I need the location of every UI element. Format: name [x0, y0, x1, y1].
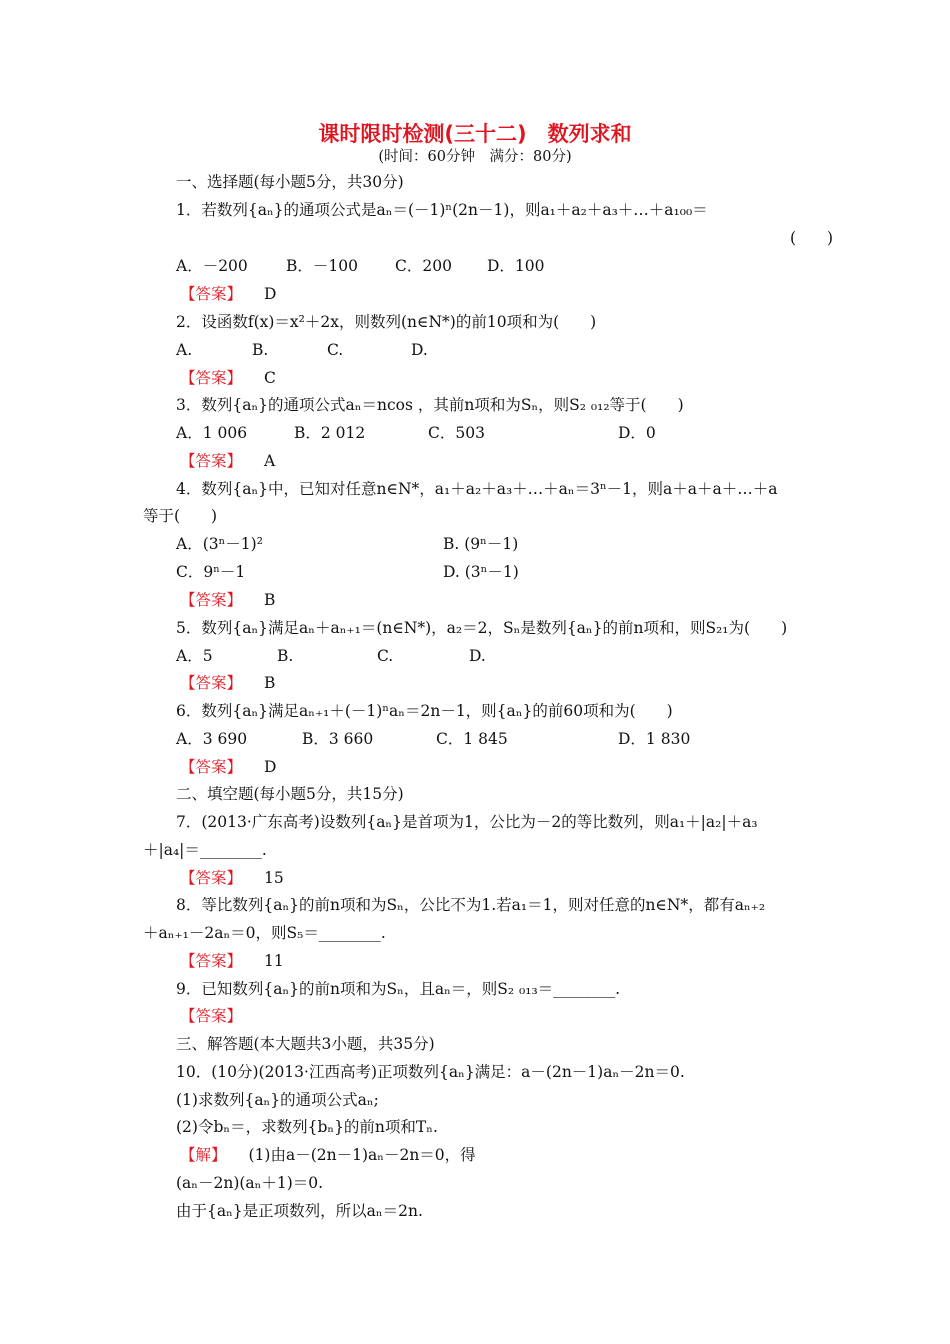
page-subtitle: (时间：60分钟 满分：80分) [378, 149, 572, 165]
question-stem: 5．数列{aₙ}满足aₙ＋aₙ₊₁＝(n∈N*)，a₂＝2，Sₙ是数列{aₙ}的前n项和，则S₂₁为( ) [176, 619, 788, 637]
answer-line [180, 451, 275, 471]
answer-value: B [264, 674, 276, 692]
section-heading: 一、选择题(每小题5分，共30分) [176, 173, 404, 191]
question-stem-continued: 等于( ) [143, 507, 218, 525]
answer-line [180, 590, 275, 610]
choice: B．3 660 [302, 730, 374, 748]
sub-question: (2)令bₙ＝，求数列{bₙ}的前n项和Tₙ. [176, 1118, 438, 1136]
answer-tag: 【答案】 [180, 869, 243, 887]
answer-line [180, 868, 284, 888]
question-stem-continued: ＋aₙ₊₁－2aₙ＝0，则S₅＝________. [143, 924, 386, 942]
choice: B．2 012 [294, 424, 366, 442]
answer-tag: 【答案】 [180, 369, 243, 387]
choice: A．(3ⁿ－1)² [176, 535, 263, 553]
answer-value: D [264, 758, 277, 776]
choice: D．0 [618, 424, 656, 442]
answer-tag: 【答案】 [180, 452, 243, 470]
choice: D. [469, 647, 486, 665]
solution-line: 由于{aₙ}是正项数列，所以aₙ＝2n. [176, 1202, 423, 1220]
page-title: 课时限时检测(三十二) 数列求和 [318, 122, 632, 146]
answer-value: 15 [264, 869, 284, 887]
question-stem: 6．数列{aₙ}满足aₙ₊₁＋(－1)ⁿaₙ＝2n－1，则{aₙ}的前60项和为( ) [176, 702, 673, 720]
answer-line [180, 951, 284, 971]
question-stem: 7．(2013·广东高考)设数列{aₙ}是首项为1，公比为－2的等比数列，则a₁＋|a₂|＋a₃ [176, 813, 758, 831]
answer-tag: 【答案】 [180, 952, 243, 970]
question-stem: 3．数列{aₙ}的通项公式aₙ＝ncos ，其前n项和为Sₙ，则S₂ ₀₁₂等于( ) [176, 396, 684, 414]
question-stem-continued: ＋|a₄|＝________. [143, 841, 267, 859]
solution-tag: 【解】 [180, 1146, 227, 1164]
choice: B. (9ⁿ－1) [443, 535, 519, 553]
choice: C．9ⁿ－1 [176, 563, 246, 581]
answer-value: 11 [264, 952, 284, 970]
choice: C．1 845 [436, 730, 508, 748]
choice: D．1 830 [618, 730, 691, 748]
answer-line [180, 1006, 264, 1026]
question-stem: 1．若数列{aₙ}的通项公式是aₙ＝(－1)ⁿ(2n－1)，则a₁＋a₂＋a₃＋…＋a₁₀₀＝ [176, 201, 708, 219]
choice: D. (3ⁿ－1) [443, 563, 519, 581]
answer-value: B [264, 591, 276, 609]
question-stem: 10．(10分)(2013·江西高考)正项数列{aₙ}满足：a－(2n－1)aₙ－2n＝0. [176, 1063, 685, 1081]
choice: A．3 690 [176, 730, 248, 748]
answer-tag: 【答案】 [180, 285, 243, 303]
choice: D．100 [487, 257, 545, 275]
answer-tag: 【答案】 [180, 674, 243, 692]
choice: B. [277, 647, 294, 665]
answer-line [180, 673, 275, 693]
question-stem: 9．已知数列{aₙ}的前n项和为Sₙ，且aₙ＝，则S₂ ₀₁₃＝________. [176, 980, 621, 998]
choice: C. [327, 341, 344, 359]
answer-line [180, 284, 276, 304]
choice: A．1 006 [176, 424, 248, 442]
solution-line: (aₙ－2n)(aₙ＋1)＝0. [176, 1174, 324, 1192]
sub-question: (1)求数列{aₙ}的通项公式aₙ; [176, 1091, 379, 1109]
question-stem: 4．数列{aₙ}中，已知对任意n∈N*，a₁＋a₂＋a₃＋…＋aₙ＝3ⁿ－1，则a＋a＋a＋…＋a [176, 480, 778, 498]
choice: B．－100 [286, 257, 358, 275]
choice: C. [377, 647, 394, 665]
answer-value: D [264, 285, 277, 303]
question-stem: 8．等比数列{aₙ}的前n项和为Sₙ，公比不为1.若a₁＝1，则对任意的n∈N*，都有aₙ₊₂ [176, 896, 766, 914]
answer-tag: 【答案】 [180, 758, 243, 776]
answer-paren: ( ) [790, 229, 834, 247]
section-heading: 三、解答题(本大题共3小题，共35分) [176, 1035, 435, 1053]
answer-line [180, 757, 276, 777]
choice: A．5 [176, 647, 213, 665]
solution-line [180, 1145, 476, 1165]
choice: B. [252, 341, 269, 359]
answer-tag: 【答案】 [180, 591, 243, 609]
choice: A. [176, 341, 193, 359]
choice: C．200 [395, 257, 452, 275]
section-heading: 二、填空题(每小题5分，共15分) [176, 785, 404, 803]
question-stem: 2．设函数f(x)＝x²＋2x，则数列(n∈N*)的前10项和为( ) [176, 313, 597, 331]
solution-text: (1)由a－(2n－1)aₙ－2n＝0，得 [248, 1146, 476, 1164]
choice: D. [411, 341, 428, 359]
answer-tag: 【答案】 [180, 1007, 243, 1025]
answer-value: A [264, 452, 276, 470]
choice: C．503 [428, 424, 485, 442]
choice: A．－200 [176, 257, 248, 275]
answer-line [180, 368, 276, 388]
answer-value: C [264, 369, 276, 387]
